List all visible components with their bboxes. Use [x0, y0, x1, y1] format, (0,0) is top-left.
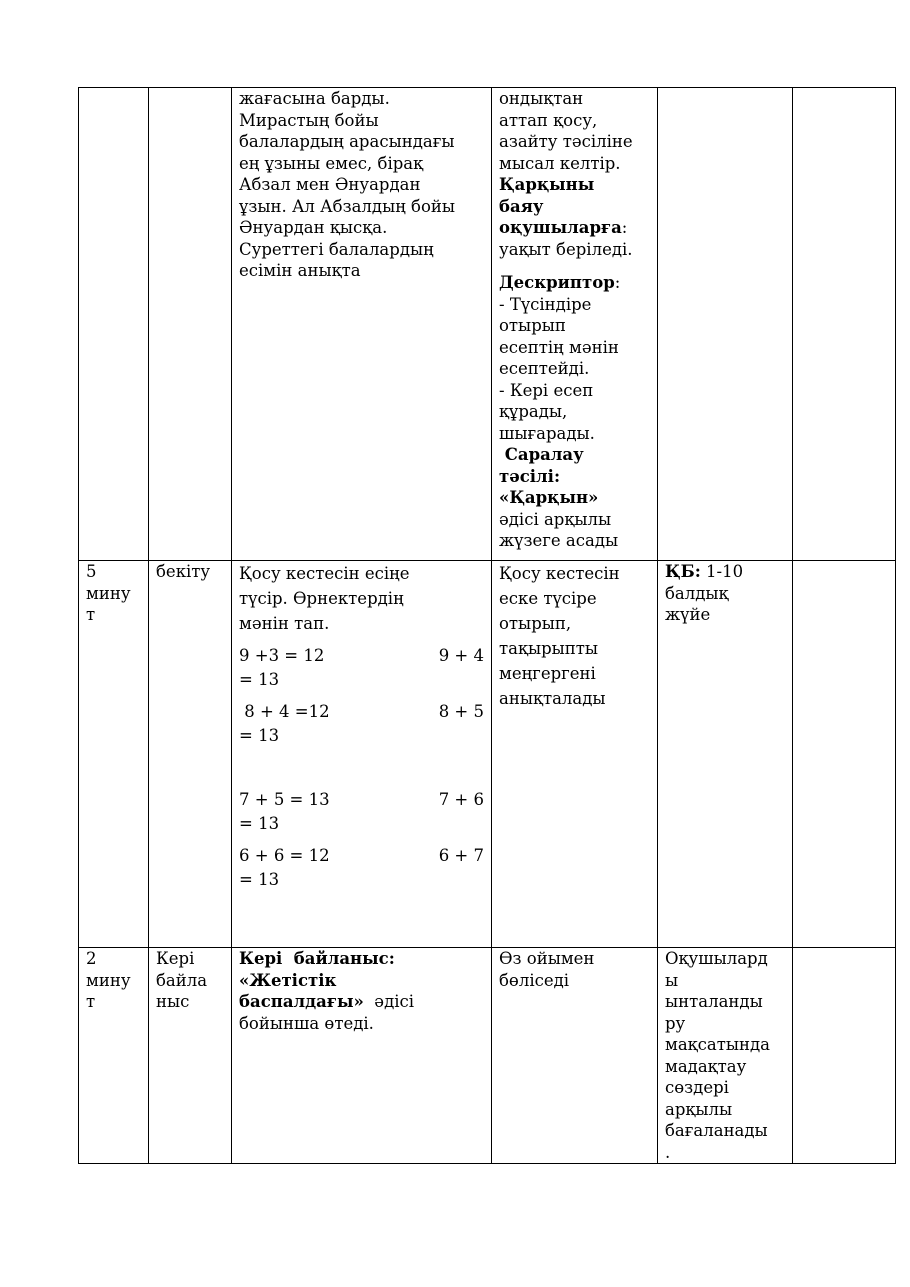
equation-left: 7 + 5 = 13 [239, 790, 330, 809]
task-line: түсір. Өрнектердің [239, 589, 404, 608]
assessment-cell [658, 948, 793, 1164]
assessment-text: балдық [665, 583, 729, 603]
descriptor-line: есептейді. [499, 359, 590, 378]
text-line: азайту тәсіліне [499, 132, 633, 151]
assessment-line: мақсатында [665, 1035, 771, 1054]
descriptor-line: - Кері есеп [499, 380, 594, 400]
slow-learners-title: оқушыларға [499, 218, 622, 237]
assessment-line: бағаланады [665, 1121, 768, 1140]
descriptor-line: шығарады. [499, 423, 595, 443]
task-line: мәнін тап. [239, 614, 330, 633]
time-line: 5 [86, 562, 97, 581]
assessment-text: жүйе [665, 605, 711, 624]
stage-label: байла [156, 970, 208, 990]
stage-label: Кері [156, 949, 195, 968]
text-line: уақыт беріледі. [499, 239, 633, 259]
equation-result: = 13 [239, 814, 280, 833]
equation-right: 6 + 7 [438, 846, 484, 865]
assessment-text: 1-10 [700, 562, 744, 581]
text-line: отырып, [499, 614, 572, 633]
task-line: Қосу кестесін есіңе [239, 564, 410, 583]
table-row [79, 88, 896, 561]
text-line: аттап қосу, [499, 110, 598, 130]
resources-cell [793, 561, 896, 948]
time-cell [79, 948, 149, 1164]
equation-result: = 13 [239, 870, 280, 889]
stage-cell [149, 88, 232, 561]
colon: : [614, 273, 621, 292]
feedback-title: «Жетістік [239, 970, 337, 990]
text-line: еске түсіре [499, 589, 597, 608]
descriptor-line: - Түсіндіре [499, 294, 592, 314]
differentiation-title: тәсілі: [499, 466, 561, 486]
teacher-activity-cell [492, 88, 658, 561]
equation-result: = 13 [239, 670, 280, 689]
equation-row [239, 844, 484, 868]
text-line: анықталады [499, 689, 606, 708]
equation-left: 6 + 6 = 12 [239, 846, 330, 865]
stage-label: бекіту [156, 562, 211, 581]
assessment-line: ы [665, 970, 679, 990]
slow-learners-title: баяу [499, 196, 544, 216]
assessment-label: ҚБ: [665, 562, 701, 581]
assessment-line: арқылы [665, 1099, 733, 1119]
equation-row [239, 644, 484, 668]
time-line: мину [86, 583, 131, 603]
assessment-cell [658, 88, 793, 561]
time-line: мину [86, 970, 131, 990]
time-line: 2 [86, 949, 97, 968]
resources-cell [793, 88, 896, 561]
time-cell [79, 88, 149, 561]
resources-cell [793, 948, 896, 1164]
table-row [79, 561, 896, 948]
feedback-text: әдісі [363, 992, 415, 1011]
text-line: әдісі арқылы [499, 509, 612, 529]
stage-label: ныс [156, 992, 190, 1011]
time-line: т [86, 992, 96, 1011]
assessment-line: ру [665, 1013, 686, 1033]
text-line: Қосу кестесін [499, 564, 620, 583]
task-line: ең ұзыны емес, бірақ [239, 153, 424, 173]
equation-row [239, 700, 484, 724]
task-cell [232, 948, 492, 1164]
descriptor-line: есептің мәнін [499, 337, 619, 357]
task-line: ұзын. Ал Абзалдың бойы [239, 196, 456, 216]
task-line: балалардың арасындағы [239, 132, 455, 151]
equation-right: 7 + 6 [438, 790, 484, 809]
differentiation-title: Саралау [499, 445, 584, 464]
equation-left: 8 + 4 =12 [239, 702, 330, 721]
text-line: мысал келтір. [499, 153, 621, 173]
slow-learners-title: Қарқыны [499, 175, 595, 194]
task-line: жағасына барды. [239, 89, 390, 108]
feedback-text: бойынша өтеді. [239, 1013, 374, 1033]
assessment-line: . [665, 1142, 671, 1162]
assessment-line: мадақтау [665, 1056, 747, 1076]
task-line: Абзал мен Әнуардан [239, 175, 421, 194]
equation-right: 9 + 4 [438, 646, 484, 665]
task-line: Суреттегі балалардың [239, 239, 434, 259]
text-line: ондықтан [499, 89, 584, 108]
text-line: тақырыпты [499, 639, 599, 658]
assessment-line: Оқушылард [665, 949, 768, 968]
descriptor-line: отырып [499, 316, 566, 335]
text-line: бөліседі [499, 970, 570, 990]
task-line: есімін анықта [239, 261, 361, 280]
task-line: Әнуардан қысқа. [239, 218, 388, 237]
text-line: жүзеге асады [499, 531, 619, 550]
stage-cell [149, 561, 232, 948]
task-cell [232, 561, 492, 948]
task-line: Мирастың бойы [239, 110, 379, 130]
student-activity-cell [492, 561, 658, 948]
table-row [79, 948, 896, 1164]
time-line: т [86, 605, 96, 624]
colon: : [621, 218, 628, 237]
text-line: Өз ойымен [499, 949, 595, 968]
equation-row [239, 788, 484, 812]
feedback-title: Кері байланыс: [239, 949, 395, 968]
text-line: меңгергені [499, 664, 596, 683]
assessment-line: сөздері [665, 1078, 729, 1097]
descriptor-line: құрады, [499, 402, 568, 421]
equation-result: = 13 [239, 726, 280, 745]
lesson-plan-table [78, 87, 896, 1164]
equation-right: 8 + 5 [438, 702, 484, 721]
time-cell [79, 561, 149, 948]
equation-left: 9 +3 = 12 [239, 646, 325, 665]
differentiation-title: «Қарқын» [499, 488, 599, 507]
assessment-line: ынталанды [665, 992, 763, 1011]
student-activity-cell [492, 948, 658, 1164]
stage-cell [149, 948, 232, 1164]
feedback-title: баспалдағы» [239, 992, 364, 1011]
assessment-cell [658, 561, 793, 948]
task-cell [232, 88, 492, 561]
descriptor-title: Дескриптор [499, 273, 615, 292]
